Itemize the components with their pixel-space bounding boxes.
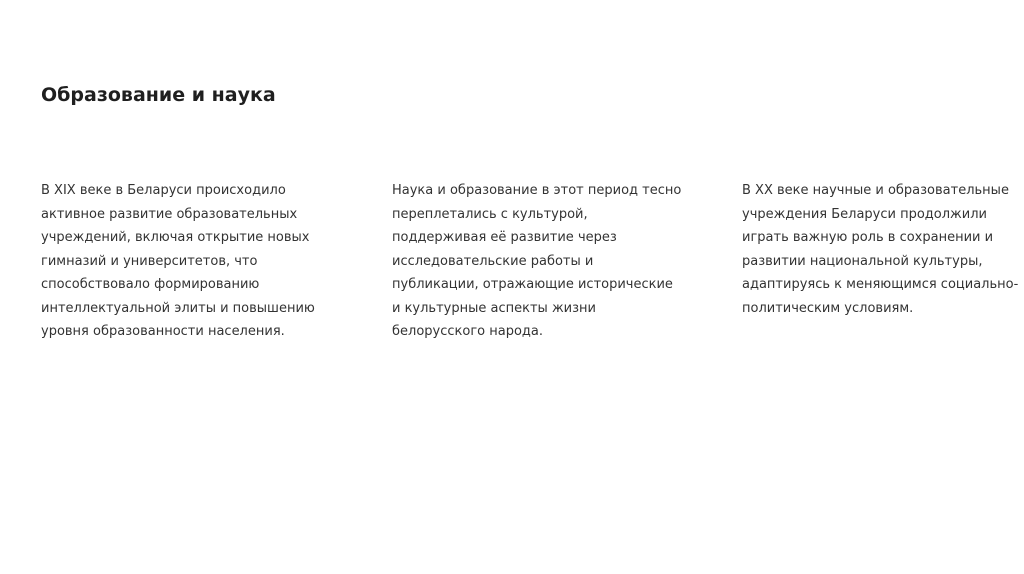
- text-line: уровня образованности населения.: [41, 324, 285, 339]
- slide-title: Образование и наука: [41, 84, 276, 106]
- text-line: В XX веке научные и образовательные: [742, 183, 1009, 198]
- text-line: переплетались с культурой,: [392, 206, 588, 222]
- text-line: учреждения Беларуси продолжили: [742, 206, 987, 222]
- text-line: способствовало формированию: [41, 277, 260, 292]
- text-line: Наука и образование в этот период тесно: [392, 183, 682, 198]
- text-column-3: [742, 179, 1024, 320]
- text-line: В XIX веке в Беларуси происходило: [41, 183, 286, 198]
- text-line: играть важную роль в сохранении и: [742, 230, 994, 245]
- text-line: развитии национальной культуры,: [742, 253, 983, 269]
- text-line: и культурные аспекты жизни: [392, 300, 596, 316]
- text-column-2: [392, 179, 682, 344]
- text-line: активное развитие образовательных: [41, 206, 298, 222]
- text-line: поддерживая её развитие через: [392, 230, 617, 245]
- text-line: учреждений, включая открытие новых: [41, 230, 310, 245]
- text-line: публикации, отражающие исторические: [392, 277, 673, 292]
- text-line: исследовательские работы и: [392, 253, 594, 269]
- text-line: интеллектуальной элиты и повышению: [41, 300, 315, 316]
- text-line: политическим условиям.: [742, 300, 914, 316]
- text-column-1: [41, 179, 331, 344]
- text-line: адаптируясь к меняющимся социально-: [742, 277, 1019, 292]
- text-line: гимназий и университетов, что: [41, 253, 258, 269]
- text-line: белорусского народа.: [392, 324, 543, 339]
